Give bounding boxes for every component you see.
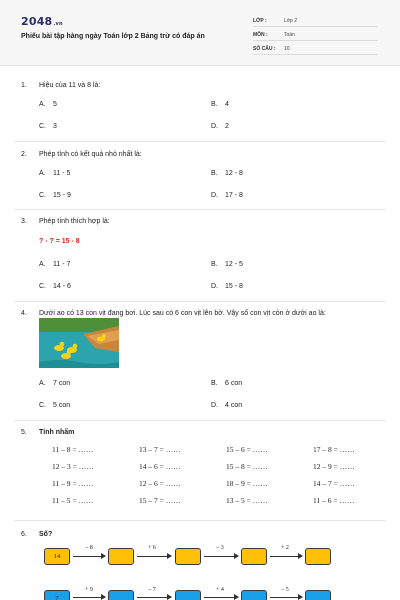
chain1-op-1: – 8 bbox=[85, 545, 93, 551]
chain2-answer-box[interactable] bbox=[305, 590, 331, 600]
calc-item: 13 – 5 = …… bbox=[226, 496, 268, 505]
arrow-right-icon bbox=[204, 597, 238, 598]
meta-count-label: SỐ CÂU : bbox=[253, 46, 276, 52]
calc-item: 13 – 7 = …… bbox=[139, 445, 181, 454]
calc-item: 12 – 9 = …… bbox=[313, 462, 355, 471]
arrow-right-icon bbox=[270, 597, 302, 598]
calc-item: 14 – 6 = …… bbox=[139, 462, 181, 471]
sheet-title: Phiếu bài tập hàng ngày Toán lớp 2 Bảng trừ có đáp án bbox=[21, 33, 205, 40]
arrow-right-icon bbox=[137, 556, 171, 557]
divider bbox=[14, 141, 386, 142]
calc-item: 11 – 5 = …… bbox=[52, 496, 94, 505]
q2-option-b[interactable]: B. 12 - 8 bbox=[211, 170, 243, 177]
calc-item: 11 – 6 = …… bbox=[313, 496, 355, 505]
chain2-answer-box[interactable] bbox=[108, 590, 134, 600]
question-5: 5. Tính nhẩm bbox=[21, 429, 75, 436]
q3-option-b[interactable]: B. 12 - 5 bbox=[211, 261, 243, 268]
q1-option-c[interactable]: C. 3 bbox=[39, 123, 57, 130]
arrow-right-icon bbox=[73, 556, 105, 557]
arrow-right-icon bbox=[137, 597, 171, 598]
calc-item: 11 – 8 = …… bbox=[52, 445, 94, 454]
q4-option-d[interactable]: D. 4 con bbox=[211, 402, 243, 409]
q1-option-b[interactable]: B. 4 bbox=[211, 101, 229, 108]
chain2-op-2: – 7 bbox=[148, 587, 156, 593]
q2-option-a[interactable]: A. 11 - 5 bbox=[39, 170, 71, 177]
meta-class bbox=[253, 15, 378, 27]
divider bbox=[14, 420, 386, 421]
question-1: 1. Hiệu của 11 và 8 là: bbox=[21, 82, 101, 89]
calc-item: 12 – 3 = …… bbox=[52, 462, 94, 471]
meta-subject-label: MÔN : bbox=[253, 32, 268, 38]
arrow-right-icon bbox=[204, 556, 238, 557]
q1-option-d[interactable]: D. 2 bbox=[211, 123, 229, 130]
q3-expression: ? - ? = 15 - 8 bbox=[39, 238, 80, 245]
meta-count bbox=[253, 43, 378, 55]
q3-option-a[interactable]: A. 11 - 7 bbox=[39, 261, 71, 268]
question-6: 6. Số? bbox=[21, 531, 53, 538]
site-logo[interactable]: 2048.vn bbox=[21, 15, 63, 28]
chain1-op-3: – 3 bbox=[216, 545, 224, 551]
chain2-op-4: – 5 bbox=[281, 587, 289, 593]
calc-item: 15 – 7 = …… bbox=[139, 496, 181, 505]
chain2-op-3: + 4 bbox=[216, 587, 224, 593]
question-4: 4. Dưới ao có 13 con vịt đang bơi. Lúc sau có 6 con vịt lên bờ. Vậy số con vịt còn ở dưới ao là: bbox=[21, 310, 326, 317]
chain1-answer-box[interactable] bbox=[175, 548, 201, 565]
arrow-right-icon bbox=[73, 597, 105, 598]
chain2-op-1: + 9 bbox=[85, 587, 93, 593]
chain2-answer-box[interactable] bbox=[241, 590, 267, 600]
calc-item: 12 – 6 = …… bbox=[139, 479, 181, 488]
q4-option-a[interactable]: A. 7 con bbox=[39, 380, 71, 387]
q1-option-a[interactable]: A. 5 bbox=[39, 101, 57, 108]
meta-subject bbox=[253, 29, 378, 41]
chain2-start-box: 7 bbox=[44, 590, 70, 600]
chain2-answer-box[interactable] bbox=[175, 590, 201, 600]
question-3: 3. Phép tính thích hợp là: bbox=[21, 218, 110, 225]
ducks-pond-image bbox=[39, 318, 119, 368]
q4-option-c[interactable]: C. 5 con bbox=[39, 402, 71, 409]
meta-count-value: 10 bbox=[284, 46, 290, 52]
question-2: 2. Phép tính có kết quả nhỏ nhất là: bbox=[21, 151, 142, 158]
divider bbox=[14, 520, 386, 521]
q2-option-c[interactable]: C. 15 - 9 bbox=[39, 192, 71, 199]
chain1-op-4: + 2 bbox=[281, 545, 289, 551]
worksheet-header bbox=[0, 0, 400, 66]
meta-subject-value: Toán bbox=[284, 32, 295, 38]
calc-item: 18 – 9 = …… bbox=[226, 479, 268, 488]
ducks-pond-illustration bbox=[39, 318, 119, 368]
q3-option-d[interactable]: D. 15 - 8 bbox=[211, 283, 243, 290]
calc-item: 11 – 9 = …… bbox=[52, 479, 94, 488]
arrow-right-icon bbox=[270, 556, 302, 557]
q4-option-b[interactable]: B. 6 con bbox=[211, 380, 243, 387]
calc-item: 14 – 7 = …… bbox=[313, 479, 355, 488]
chain1-start-box: 14 bbox=[44, 548, 70, 565]
q3-option-c[interactable]: C. 14 - 6 bbox=[39, 283, 71, 290]
chain1-answer-box[interactable] bbox=[305, 548, 331, 565]
chain1-answer-box[interactable] bbox=[108, 548, 134, 565]
chain1-op-2: + 6 bbox=[148, 545, 156, 551]
calc-item: 17 – 8 = …… bbox=[313, 445, 355, 454]
calc-item: 15 – 6 = …… bbox=[226, 445, 268, 454]
divider bbox=[14, 209, 386, 210]
meta-class-label: LỚP : bbox=[253, 18, 267, 24]
chain1-answer-box[interactable] bbox=[241, 548, 267, 565]
divider bbox=[14, 301, 386, 302]
calc-item: 15 – 8 = …… bbox=[226, 462, 268, 471]
q2-option-d[interactable]: D. 17 - 8 bbox=[211, 192, 243, 199]
meta-class-value: Lớp 2 bbox=[284, 18, 298, 24]
